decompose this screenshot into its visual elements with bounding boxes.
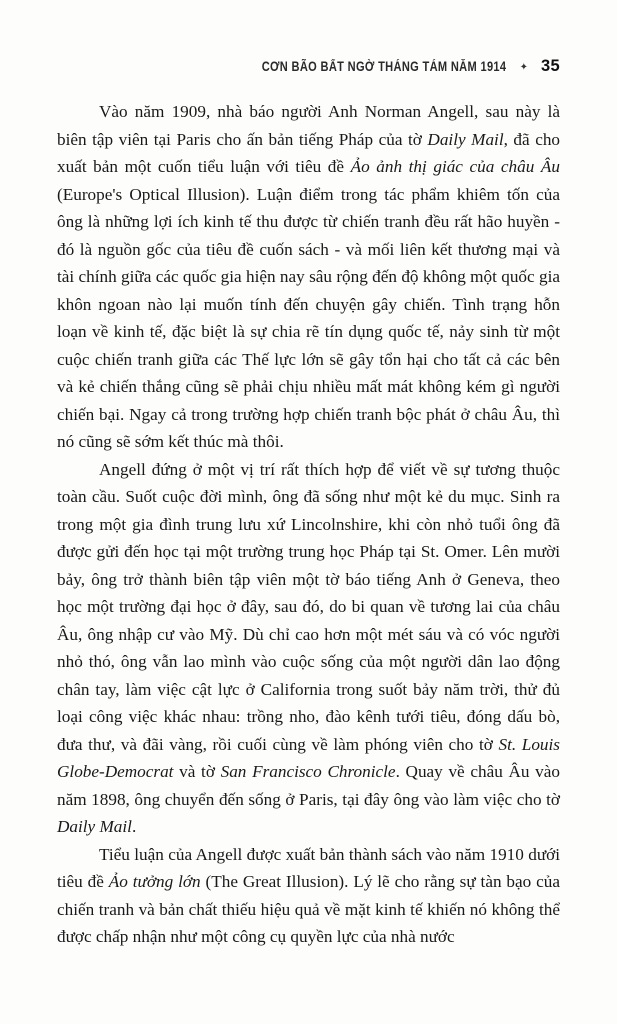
text-run: Tiểu luận của Angell được xuất bản thành sách vào năm 1910 dưới tiêu đề [57, 844, 560, 891]
diamond-ornament-icon: ✦ [519, 62, 529, 73]
italic-title-run: St. Louis Globe-Democrat [57, 734, 560, 781]
page-number: 35 [541, 57, 560, 75]
text-run: (The Great Illusion). Lý lẽ cho rằng sự tàn bạo của chiến tranh và bản chất thiếu hiệu quả về mặt kinh tế khiến nó không thể được chấp nhận như một công cụ quyền lực của nhà nước [57, 872, 560, 946]
text-run: (Europe's Optical Illusion). Luận điểm trong tác phẩm khiêm tốn của ông là những lợi ích kinh tế thu được từ chiến tranh đều rất hão huyền - đó là nguồn gốc của tiêu đề cuốn sách - và mối liên kết thương mại và tài chính giữa các quốc gia hiện nay sâu rộng đến độ không một quốc gia khôn ngoan nào lại muốn tính đến chuyện gây chiến. Tình trạng hỗn loạn về kinh tế, đặc biệt là sự chia rẽ tín dụng quốc tế, nảy sinh từ một cuộc chiến tranh giữa các Thế lực lớn sẽ gây tổn hại cho tất cả các bên và kẻ chiến thắng cũng sẽ phải chịu nhiều mất mát không kém gì người chiến bại. Ngay cả trong trường hợp chiến tranh bộc phát ở châu Âu, thì nó cũng sẽ sớm kết thúc mà thôi. [57, 184, 560, 451]
text-run: Angell đứng ở một vị trí rất thích hợp để viết về sự tương thuộc toàn cầu. Suốt cuộc đời mình, ông đã sống như một kẻ du mục. Sinh ra trong một gia đình trung lưu xứ Lincolnshire, khi còn nhỏ tuổi ông đã được gửi đến học tại một trường trung học Pháp tại St. Omer. Lên mười bảy, ông trở thành biên tập viên một tờ báo tiếng Anh ở Geneva, theo học một trường đại học ở đây, sau đó, do bi quan về tương lai của châu Âu, ông nhập cư vào Mỹ. Dù chỉ cao hơn một mét sáu và có vóc người nhỏ thó, ông vẫn lao mình vào cuộc sống của một người dân lao động chân tay, làm việc cật lực ở California trong suốt bảy năm trời, thử đủ loại công việc khác nhau: trồng nho, đào kênh tưới tiêu, đóng dấu bò, đưa thư, và đãi vàng, rồi cuối cùng về làm phóng viên cho tờ [57, 459, 560, 754]
text-run: , đã cho xuất bản một cuốn tiểu luận với tiêu đề [57, 129, 561, 176]
text-run: . Quay về châu Âu vào năm 1898, ông chuyển đến sống ở Paris, tại đây ông vào làm việc cho tờ [57, 762, 560, 809]
italic-title-run: Daily Mail [427, 129, 504, 149]
page-header [57, 57, 560, 74]
italic-title-run: Ảo tưởng lớn [108, 872, 201, 891]
paragraph [57, 841, 560, 951]
italic-title-run: Ảo ảnh thị giác của châu Âu [350, 157, 560, 176]
italic-title-run: San Francisco Chronicle [220, 762, 396, 781]
text-run: . [131, 817, 137, 836]
text-run: Vào năm 1909, nhà báo người Anh Norman Angell, sau này là biên tập viên tại Paris cho ấn bản tiếng Pháp của tờ [57, 102, 560, 149]
text-run: và tờ [173, 762, 221, 781]
paragraph [57, 98, 560, 456]
chapter-running-title: CƠN BÃO BẤT NGỜ THÁNG TÁM NĂM 1914 [261, 59, 507, 74]
italic-title-run: Daily Mail [57, 817, 132, 836]
page-body [57, 98, 560, 951]
paragraph [57, 456, 560, 841]
